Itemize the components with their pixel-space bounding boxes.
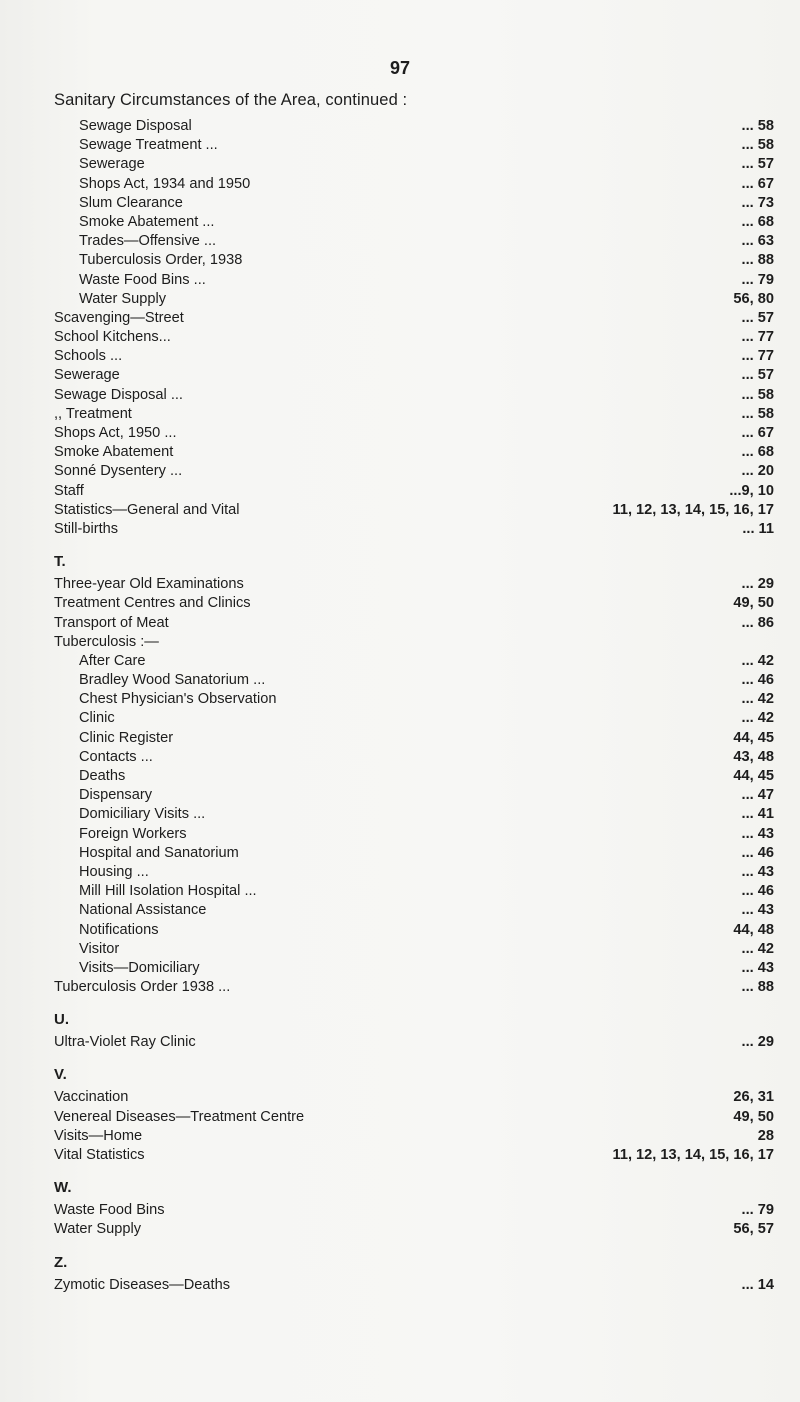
entry-label: Waste Food Bins ... [79, 271, 206, 288]
entry-pages: ... 41 [741, 806, 774, 823]
entry-label: Dispensary [79, 787, 152, 804]
index-entry [54, 594, 774, 613]
entry-pages: ... 77 [741, 348, 774, 365]
entry-pages: ... 46 [741, 844, 774, 861]
index-entry [54, 863, 774, 882]
index-entry [54, 232, 774, 251]
entry-pages: ... 77 [741, 329, 774, 346]
entry-label: Visits—Home [54, 1127, 143, 1144]
index-entry [54, 136, 774, 155]
entry-pages: ... 11 [742, 520, 774, 537]
entry-pages: 44, 45 [733, 768, 774, 784]
entry-pages: 11, 12, 13, 14, 15, 16, 17 [612, 501, 774, 518]
entry-pages: ... 29 [741, 1034, 774, 1051]
entry-pages: ... 43 [741, 863, 774, 880]
entry-label: Chest Physician's Observation [79, 691, 277, 708]
entry-pages: 26, 31 [733, 1089, 774, 1106]
entry-label: Notifications [79, 921, 159, 938]
entry-pages: ... 29 [741, 576, 774, 593]
index-entry [54, 501, 774, 520]
index-entry [54, 805, 774, 824]
entry-pages: 11, 12, 13, 14, 15, 16, 17 [612, 1147, 774, 1163]
index-entry [54, 1033, 774, 1052]
index-entry [54, 424, 774, 443]
entry-label: Sewage Disposal [79, 118, 192, 134]
index-entry [54, 575, 774, 594]
entry-pages: 56, 57 [733, 1221, 774, 1238]
entry-label: Transport of Meat [54, 614, 169, 631]
entry-pages: ... 42 [741, 710, 774, 727]
entry-pages: ... 73 [741, 194, 774, 211]
entry-pages: ... 20 [741, 463, 774, 480]
entry-label: Smoke Abatement ... [79, 213, 215, 230]
index-entry [54, 844, 774, 863]
entry-pages: ... 14 [741, 1276, 774, 1293]
entry-label: Waste Food Bins [54, 1202, 165, 1219]
entry-label: Shops Act, 1950 ... [54, 425, 177, 441]
entry-label: Still-births [54, 520, 119, 537]
index-entry [54, 709, 774, 728]
index-entry [54, 347, 774, 366]
entry-label: Deaths [79, 768, 126, 784]
entry-pages: ... 67 [741, 425, 774, 441]
entry-label: Housing ... [79, 863, 149, 880]
entry-label: Water Supply [79, 290, 167, 307]
entry-label: Hospital and Sanatorium [79, 844, 239, 861]
entry-label: Slum Clearance [79, 194, 183, 211]
entry-label: Mill Hill Isolation Hospital ... [79, 883, 257, 900]
index-entry [54, 671, 774, 690]
entry-pages: ... 88 [741, 979, 774, 996]
entry-label: Contacts ... [79, 748, 153, 765]
index-entry [54, 825, 774, 844]
entry-label: ,, Treatment [54, 405, 132, 422]
index-entry [54, 633, 774, 652]
index-entry [54, 652, 774, 671]
entry-label: Smoke Abatement [54, 444, 174, 461]
entry-label: Tuberculosis Order 1938 ... [54, 979, 231, 996]
index-list [54, 117, 774, 1295]
index-entry [54, 1088, 774, 1107]
index-entry [54, 520, 774, 539]
entry-label: Zymotic Diseases—Deaths [54, 1276, 230, 1293]
entry-label: Ultra-Violet Ray Clinic [54, 1034, 196, 1051]
section-letter: V. [54, 1066, 67, 1084]
entry-pages: ... 43 [741, 825, 774, 842]
entry-label: Domiciliary Visits ... [79, 806, 206, 823]
entry-label: Sewage Disposal ... [54, 386, 183, 403]
entry-label: Trades—Offensive ... [79, 233, 217, 250]
index-entry [54, 614, 774, 633]
index-entry [54, 882, 774, 901]
index-entry [54, 786, 774, 805]
index-entry [54, 155, 774, 174]
index-entry [54, 1127, 774, 1146]
entry-label: Tuberculosis Order, 1938 [79, 252, 243, 269]
index-entry [54, 690, 774, 709]
entry-label: Venereal Diseases—Treatment Centre [54, 1108, 305, 1125]
index-entry [54, 482, 774, 501]
index-entry [54, 117, 774, 136]
index-entry [54, 251, 774, 270]
index-entry [54, 767, 774, 786]
entry-pages: ... 58 [741, 386, 774, 403]
entry-pages: ... 63 [741, 233, 774, 250]
index-entry [54, 1276, 774, 1295]
entry-pages: ... 57 [741, 309, 774, 326]
entry-label: Visits—Domiciliary [79, 959, 200, 976]
entry-pages: ... 57 [741, 367, 774, 384]
entry-label: National Assistance [79, 902, 207, 919]
entry-label: After Care [79, 652, 146, 669]
entry-pages: 28 [757, 1127, 774, 1144]
index-entry [54, 290, 774, 309]
index-entry [54, 1146, 774, 1165]
index-entry [54, 309, 774, 328]
index-entry [54, 978, 774, 997]
entry-label: Sonné Dysentery ... [54, 463, 183, 480]
entry-pages: ... 68 [741, 444, 774, 461]
entry-pages: ... 58 [741, 137, 774, 154]
entry-pages: ...9, 10 [729, 482, 774, 499]
entry-pages: 44, 45 [733, 729, 774, 746]
index-entry [54, 1220, 774, 1239]
section-letter: U. [54, 1011, 69, 1029]
entry-pages: ... 67 [741, 175, 774, 192]
entry-pages: ... 57 [741, 156, 774, 173]
entry-pages: 49, 50 [733, 595, 774, 612]
section-heading: Sanitary Circumstances of the Area, continued : [54, 91, 408, 109]
entry-pages: ... 79 [741, 271, 774, 288]
entry-pages: ... 58 [741, 405, 774, 422]
entry-label: Water Supply [54, 1221, 142, 1238]
index-entry [54, 462, 774, 481]
index-entry [54, 328, 774, 347]
entry-pages: ... 42 [741, 691, 774, 708]
entry-pages: ... 47 [741, 787, 774, 804]
entry-label: School Kitchens... [54, 329, 171, 346]
entry-label: Staff [54, 482, 84, 499]
index-entry [54, 213, 774, 232]
entry-pages: 56, 80 [733, 290, 774, 307]
entry-label: Three-year Old Examinations [54, 576, 244, 593]
index-entry [54, 175, 774, 194]
index-entry [54, 959, 774, 978]
section-letter: Z. [54, 1253, 68, 1271]
entry-label: Schools ... [54, 348, 123, 365]
entry-label: Foreign Workers [79, 825, 187, 842]
entry-pages: ... 58 [741, 118, 774, 134]
index-entry [54, 1108, 774, 1127]
index-entry [54, 921, 774, 940]
index-entry [54, 386, 774, 405]
entry-label: Sewerage [79, 156, 145, 173]
page-number: 97 [389, 58, 411, 78]
entry-pages: 49, 50 [733, 1108, 774, 1125]
index-entry [54, 729, 774, 748]
entry-label: Bradley Wood Sanatorium ... [79, 672, 266, 689]
index-entry [54, 940, 774, 959]
entry-label: Clinic [79, 710, 115, 727]
entry-pages: ... 43 [741, 902, 774, 919]
entry-label: Vital Statistics [54, 1147, 145, 1163]
entry-label: Scavenging—Street [54, 309, 184, 326]
entry-pages: ... 42 [741, 940, 774, 957]
entry-label: Sewage Treatment ... [79, 137, 218, 154]
index-entry [54, 443, 774, 462]
index-entry [54, 1201, 774, 1220]
entry-label: Vaccination [54, 1089, 129, 1106]
index-entry [54, 748, 774, 767]
entry-pages: ... 79 [741, 1202, 774, 1219]
entry-pages: ... 46 [741, 672, 774, 689]
entry-label: Visitor [79, 940, 120, 957]
entry-pages: ... 86 [741, 614, 774, 631]
entry-pages: ... 42 [741, 652, 774, 669]
index-entry [54, 405, 774, 424]
entry-pages: ... 43 [741, 959, 774, 976]
entry-pages: ... 88 [741, 252, 774, 269]
index-entry [54, 901, 774, 920]
entry-label: Statistics—General and Vital [54, 501, 240, 518]
entry-pages: 43, 48 [733, 748, 774, 765]
entry-label: Tuberculosis :— [54, 633, 159, 650]
entry-label: Sewerage [54, 367, 120, 384]
index-entry [54, 366, 774, 385]
entry-pages: ... 68 [741, 213, 774, 230]
entry-pages: 44, 48 [733, 921, 774, 938]
index-entry [54, 194, 774, 213]
entry-label: Shops Act, 1934 and 1950 [79, 175, 251, 192]
entry-pages: ... 46 [741, 883, 774, 900]
entry-label: Treatment Centres and Clinics [54, 595, 251, 612]
entry-label: Clinic Register [79, 729, 174, 746]
index-entry [54, 271, 774, 290]
section-letter: T. [54, 553, 66, 571]
section-letter: W. [54, 1179, 72, 1197]
